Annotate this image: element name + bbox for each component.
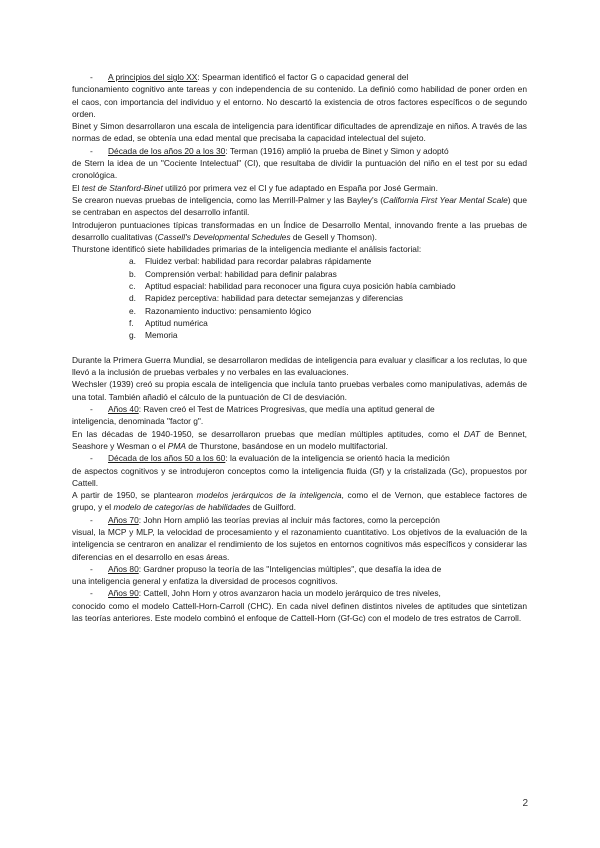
list-item [72,329,527,341]
text-run: Durante la Primera Guerra Mundial, se desarrollaron medidas de inteligencia para evaluar y clasificar a los reclutas, lo que llevó a la inclusión de pruebas verbales y no verbales en las evaluaciones. [72,354,527,378]
paragraph [72,194,527,219]
section-heading: Años 80 [108,563,139,574]
bullet-paragraph [72,452,527,489]
bullet-paragraph [72,145,527,182]
text-run: de Gesell y Thomson). [290,231,377,242]
bullet-dash: - [90,145,93,156]
list-marker: e. [129,305,136,316]
list-marker: c. [129,281,136,292]
bullet-lead [108,563,527,575]
text-run: de Thurstone, basándose en un modelo multifactorial. [185,440,388,451]
page-number: 2 [522,798,528,809]
italic-term: modelo de categorías de habilidades [113,502,251,513]
list-item-text: Aptitud numérica [145,317,208,328]
bullet-dash: - [90,563,93,574]
list-item-text: Comprensión verbal: habilidad para definir palabras [145,268,337,279]
bullet-lead [108,71,527,83]
bullet-paragraph [72,514,527,563]
italic-term: Cassell's Developmental Schedules [157,231,291,242]
bullet-continuation: visual, la MCP y MLP, la velocidad de procesamiento y el razonamiento cuantitativo. Los objetivos de la evaluación de la inteligencia se centraron en analizar el rendimiento de los sujetos en entornos cognitivos más específicos y considerar las diferencias en el desarrollo en esas áreas. [72,526,527,562]
section-heading: Década de los años 50 a los 60 [108,453,226,464]
text-run: : Gardner propuso la teoría de las "Inteligencias múltiples", que desafía la idea de [138,563,442,574]
spacer [72,342,527,354]
bullet-dash: - [90,72,93,82]
list-item [72,268,527,280]
text-run: Se crearon nuevas pruebas de inteligencia, como las Merrill-Palmer y las Bayley's ( [72,194,384,205]
bullet-continuation: de Stern la idea de un "Cociente Intelectual" (CI), que resultaba de dividir la puntuación del niño en el test por su edad cronológica. [72,158,527,181]
bullet-lead [108,403,527,415]
text-run: de Bennet, Seashore y Wesman o el [72,428,527,451]
list-item [72,255,527,267]
text-run: A partir de 1950, se plantearon [72,490,197,501]
text-run: : John Horn amplió las teorías previas al incluir más factores, como la percepción [138,514,440,525]
italic-term: modelos jerárquicos de la inteligencia [196,490,342,501]
list-marker: a. [129,256,136,267]
bullet-dash: - [90,588,93,599]
list-item-text: Rapidez perceptiva: habilidad para detectar semejanzas y diferencias [145,293,403,304]
text-run: ) que se centraban en aspectos del desarrollo infantil. [72,194,527,218]
text-run: de Guilford. [250,502,296,513]
list-marker: b. [129,268,136,279]
text-run: : Raven creó el Test de Matrices Progresivas, que medía una aptitud general de [138,404,435,415]
bullet-paragraph [72,587,527,624]
bullet-continuation: conocido como el modelo Cattell-Horn-Carroll (CHC). En cada nivel definen distintos niveles de aptitudes que sintetizan las teorías anteriores. Este modelo combinó el enfoque de Cattell-Horn (Gf-Gc) con el modelo de tres estratos de Carroll. [72,600,527,624]
bullet-paragraph [72,71,527,120]
text-run: Binet y Simon desarrollaron una escala de inteligencia para identificar dificultades de aprendizaje en niños. A través de las normas de edad, se obtenía una edad mental que precisaba la capacidad intelectual del sujeto. [72,121,527,144]
bullet-continuation: de aspectos cognitivos y se introdujeron conceptos como la inteligencia fluida (Gf) y la cristalizada (Gc), propuestos por Cattell. [72,465,527,488]
bullet-dash: - [90,514,93,525]
list-item-text: Razonamiento inductivo: pensamiento lógico [145,305,312,316]
text-run: utilizó por primera vez el CI y fue adaptado en España por José Germain. [162,182,438,193]
section-heading: Década de los años 20 a los 30 [108,145,226,156]
italic-term: test de Stanford-Binet [81,182,163,193]
list-item-text: Aptitud espacial: habilidad para reconocer una figura cuya posición había cambiado [145,281,456,292]
paragraph [72,378,527,403]
bullet-continuation: funcionamiento cognitivo ante tareas y con independencia de su contenido. La definió como habilidad de poner orden en el caos, con importancia del individuo y el entorno. No descartó la existencia de otros factores específicos o de segundo orden. [72,84,527,119]
paragraph [72,120,527,145]
text-run: El [72,182,82,193]
text-run: : Terman (1916) amplió la prueba de Binet y Simon y adoptó [225,145,449,156]
list-item [72,280,527,292]
text-run: En las décadas de 1940-1950, se desarrollaron pruebas que medían múltiples aptitudes, como el [72,428,464,439]
bullet-paragraph [72,563,527,588]
list-item [72,305,527,317]
list-item-text: Memoria [145,330,178,341]
list-marker: g. [129,330,136,341]
text-run: Wechsler (1939) creó su propia escala de inteligencia que incluía tanto pruebas verbales como manipulativas, además de una total. También añadió el cálculo de la puntuación de CI de desviación. [72,379,527,402]
bullet-dash: - [90,404,93,415]
bullet-lead [108,514,527,526]
bullet-dash: - [90,453,93,464]
text-run: : Spearman identificó el factor G o capacidad general del [197,72,409,82]
text-run: , como el de Vernon, que establece factores de grupo, y el [72,490,527,513]
italic-term: DAT [463,428,481,439]
abilities-list [72,255,527,341]
paragraph [72,243,527,255]
paragraph [72,354,527,379]
italic-term: PMA [167,440,186,451]
section-heading: A principios del siglo XX [108,72,198,82]
paragraph [72,428,527,453]
list-marker: d. [129,293,136,304]
bullet-lead [108,452,527,464]
text-run: : Cattell, John Horn y otros avanzaron hacia un modelo jerárquico de tres niveles, [138,588,441,599]
list-item [72,292,527,304]
section-heading: Años 90 [108,588,139,599]
text-run: Introdujeron puntuaciones típicas transformadas en un Índice de Desarrollo Mental, innovando frente a las pruebas de desarrollo cualitativas ( [72,219,527,242]
paragraph [72,489,527,514]
paragraph [72,219,527,244]
bullet-lead [108,587,527,599]
list-item-text: Fluidez verbal: habilidad para recordar palabras rápidamente [145,256,372,267]
document-body [72,71,527,624]
bullet-paragraph [72,403,527,428]
list-marker: f. [129,317,134,328]
section-heading: Años 40 [108,404,139,415]
text-run: : la evaluación de la inteligencia se orientó hacia la medición [225,453,450,464]
section-heading: Años 70 [108,514,139,525]
bullet-continuation: inteligencia, denominada "factor g". [72,416,204,427]
text-run: Thurstone identificó siete habilidades primarias de la inteligencia mediante el análisis factorial: [72,244,422,255]
bullet-continuation: una inteligencia general y enfatiza la diversidad de procesos cognitivos. [72,576,338,587]
list-item [72,317,527,329]
paragraph [72,182,527,194]
italic-term: California First Year Mental Scale [383,194,508,205]
bullet-lead [108,145,527,157]
